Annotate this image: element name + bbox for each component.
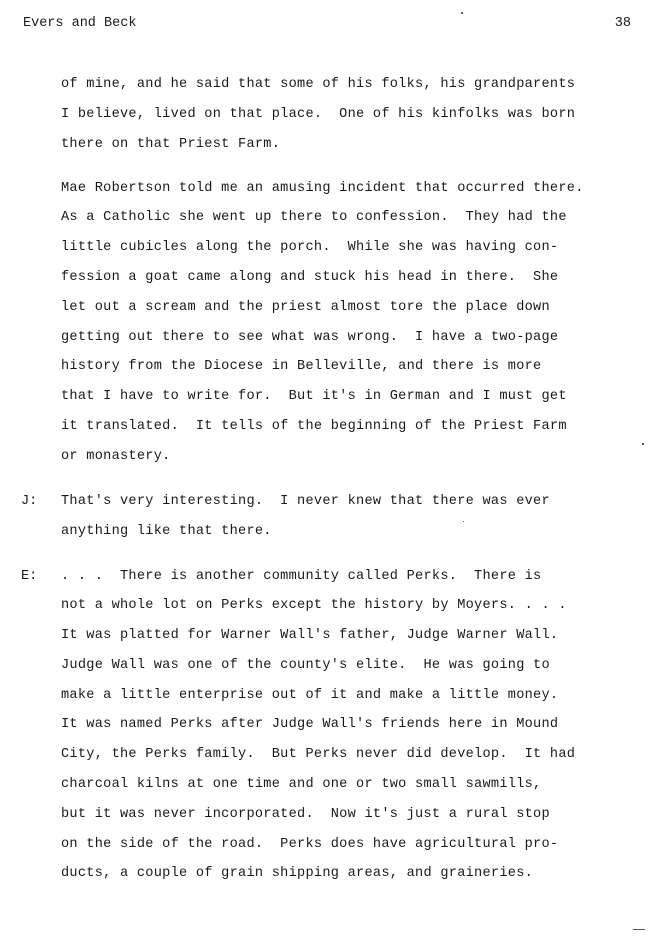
- text-line: or monastery.: [61, 449, 171, 464]
- text-line: on the side of the road. Perks does have agricultural pro-: [61, 837, 559, 852]
- text-line: anything like that there.: [61, 524, 272, 539]
- text-line: of mine, and he said that some of his folks, his grandparents: [61, 77, 576, 92]
- text-line: Judge Wall was one of the county's elite. He was going to: [61, 658, 550, 673]
- text-line: That's very interesting. I never knew that there was ever: [61, 494, 550, 509]
- scan-speck: [463, 521, 464, 522]
- text-line: fession a goat came along and stuck his head in there. She: [61, 270, 559, 285]
- speaker-label: E:: [21, 569, 38, 584]
- text-line: make a little enterprise out of it and make a little money.: [61, 688, 559, 703]
- text-line: there on that Priest Farm.: [61, 137, 281, 152]
- text-line: charcoal kilns at one time and one or two small sawmills,: [61, 777, 542, 792]
- text-line: but it was never incorporated. Now it's just a rural stop: [61, 807, 550, 822]
- page-number: 38: [614, 16, 631, 31]
- text-line: getting out there to see what was wrong. I have a two-page: [61, 330, 559, 345]
- text-line: that I have to write for. But it's in German and I must get: [61, 389, 567, 404]
- text-line: history from the Diocese in Belleville, and there is more: [61, 359, 542, 374]
- text-line: . . . There is another community called Perks. There is: [61, 569, 542, 584]
- text-line: It was named Perks after Judge Wall's friends here in Mound: [61, 717, 559, 732]
- running-header: Evers and Beck: [23, 16, 137, 31]
- text-line: ducts, a couple of grain shipping areas, and graineries.: [61, 866, 534, 881]
- text-line: it translated. It tells of the beginning of the Priest Farm: [61, 419, 567, 434]
- text-line: not a whole lot on Perks except the history by Moyers. . . .: [61, 598, 567, 613]
- scan-speck: [642, 443, 644, 445]
- scan-speck: [461, 12, 463, 14]
- text-line: City, the Perks family. But Perks never did develop. It had: [61, 747, 576, 762]
- text-line: It was platted for Warner Wall's father, Judge Warner Wall.: [61, 628, 559, 643]
- text-line: I believe, lived on that place. One of his kinfolks was born: [61, 107, 576, 122]
- text-line: little cubicles along the porch. While she was having con-: [61, 240, 559, 255]
- scan-speck: [633, 929, 645, 930]
- text-line: let out a scream and the priest almost tore the place down: [61, 300, 550, 315]
- text-line: As a Catholic she went up there to confession. They had the: [61, 210, 567, 225]
- speaker-label: J:: [21, 494, 38, 509]
- text-line: Mae Robertson told me an amusing incident that occurred there.: [61, 181, 584, 196]
